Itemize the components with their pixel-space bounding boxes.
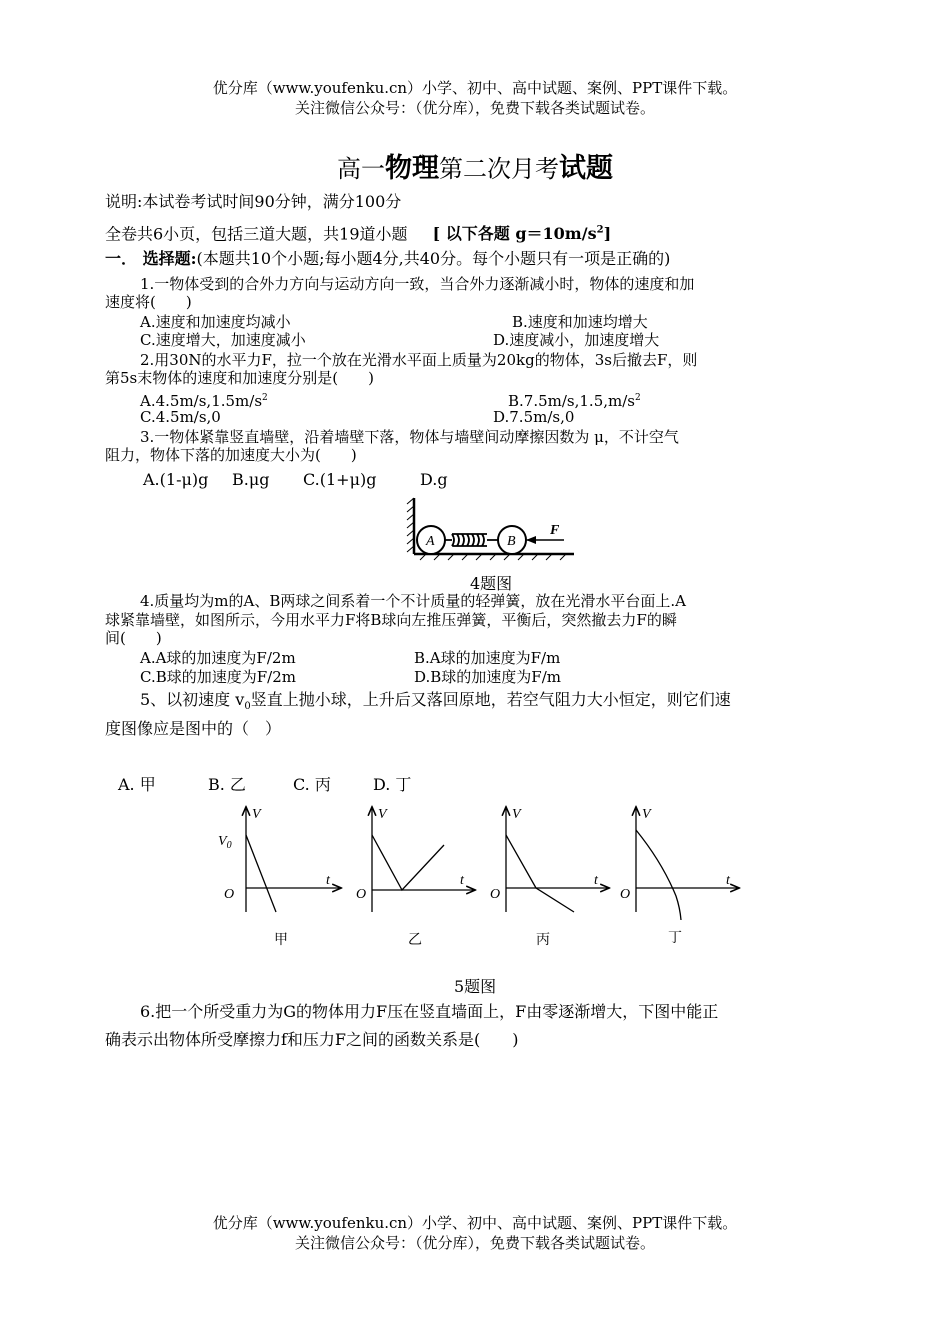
graph-jia (218, 807, 340, 948)
q2-option-b-text: B.7.5m/s,1.5,m/s (508, 392, 635, 410)
q3-line-2: 阻力，物体下落的加速度大小为( ) (105, 446, 357, 464)
section-1-desc: (本题共10个小题;每小题4分,共40分。每个小题只有一项是正确的) (196, 249, 671, 268)
header-line-2: 关注微信公众号：（优分库），免费下载各类试题试卷。 (294, 99, 655, 117)
q1-line-1: 1.一物体受到的合外力方向与运动方向一致，当合外力逐渐减小时，物体的速度和加 (140, 275, 695, 293)
q5-line-1-sub: 0 (244, 701, 251, 713)
graph-yi-t-label: t (460, 873, 464, 888)
gravity-note-text: [ 以下各题 g＝10m/s (432, 224, 597, 244)
q4-option-a: A.A球的加速度为F/2m (140, 649, 296, 667)
graph-bing-curve (506, 835, 574, 912)
q1-option-a: A.速度和加速度均减小 (140, 313, 291, 331)
q5-line-1-post: 竖直上抛小球，上升后又落回原地，若空气阻力大小恒定，则它们速 (250, 690, 731, 709)
graph-yi-origin: O (356, 887, 367, 902)
q5-option-d: D. 丁 (373, 775, 412, 794)
graph-ding-origin: O (620, 887, 631, 902)
force-label: F (550, 523, 560, 538)
q2-option-b-sup: 2 (635, 393, 641, 403)
graph-yi (356, 807, 474, 948)
graph-jia-v0-sub: 0 (226, 840, 232, 851)
q2-line-2: 第5s末物体的速度和加速度分别是( ) (105, 369, 374, 387)
q3-option-b: B.μg (232, 470, 270, 489)
graph-bing-origin: O (490, 887, 501, 902)
header-line-1: 优分库（www.youfenku.cn）小学、初中、高中试题、案例、PPT课件下载。 (212, 79, 738, 97)
q4-option-d: D.B球的加速度为F/m (414, 668, 561, 686)
title-part-4: 试题 (559, 153, 613, 184)
q2-option-a-sup: 2 (262, 393, 268, 403)
q5-line-1 (140, 690, 731, 717)
q1-line-2: 速度将( ) (105, 293, 192, 311)
graph-ding-t-label: t (726, 873, 730, 888)
graph-jia-v0-main: V (218, 834, 227, 849)
q2-line-1: 2.用30N的水平力F，拉一个放在光滑水平面上质量为20kg的物体，3s后撤去F，则 (140, 351, 698, 369)
q3-option-a: A.(1-μ)g (143, 470, 209, 489)
q5-line-2: 度图像应是图中的（ ） (105, 719, 282, 738)
graph-bing-v-label: V (512, 807, 521, 822)
force-arrow-head (526, 536, 536, 544)
q5-option-b: B. 乙 (208, 775, 246, 794)
figure-4-spring-diagram (404, 494, 584, 566)
footer-line-1: 优分库（www.youfenku.cn）小学、初中、高中试题、案例、PPT课件下载。 (212, 1214, 738, 1232)
section-1-heading (105, 249, 670, 269)
page-title (0, 146, 950, 185)
gravity-note-sup: 2 (596, 225, 604, 236)
q2-option-b (508, 389, 641, 410)
gravity-note (433, 224, 612, 243)
q6-line-1: 6.把一个所受重力为G的物体用力F压在竖直墙面上，F由零逐渐增大，下图中能正 (140, 1002, 719, 1021)
footer-line-2: 关注微信公众号：（优分库），免费下载各类试题试卷。 (294, 1234, 655, 1252)
q5-option-c: C. 丙 (293, 775, 331, 794)
graph-bing-t-label: t (594, 873, 598, 888)
spring (445, 534, 498, 546)
graph-jia-curve (246, 835, 276, 912)
ball-b-label: B (507, 534, 516, 549)
q2-option-a (140, 389, 268, 410)
q6-line-2: 确表示出物体所受摩擦力f和压力F之间的函数关系是( ) (105, 1030, 519, 1049)
intro-line-2-text: 全卷共6小页，包括三道大题，共19道小题 (105, 224, 408, 244)
graph-ding-v-label: V (642, 807, 651, 822)
q4-line-3: 间( ) (105, 629, 162, 647)
title-part-3: 第二次月考 (439, 155, 559, 183)
graph-ding-curve (636, 830, 681, 920)
q1-option-c: C.速度增大，加速度减小 (140, 331, 306, 349)
q2-option-c: C.4.5m/s,0 (140, 408, 221, 426)
section-1-label: 一． 选择题: (105, 249, 197, 268)
graph-ding-name: 丁 (668, 930, 682, 946)
q5-option-a: A. 甲 (118, 775, 156, 794)
graph-ding (620, 807, 738, 946)
q5-line-1-pre: 5、以初速度 v (140, 690, 245, 709)
q1-option-d: D.速度减小，加速度增大 (493, 331, 660, 349)
q4-line-1: 4.质量均为m的A、B两球之间系着一个不计质量的轻弹簧，放在光滑水平台面上.A (140, 592, 686, 610)
graph-jia-v-label: V (252, 807, 261, 822)
figure-5-velocity-graphs (210, 800, 750, 950)
figure-4-caption: 4题图 (470, 574, 513, 593)
graph-bing-name: 丙 (536, 932, 550, 948)
q3-option-c: C.(1+μ)g (303, 470, 377, 489)
figure-5-caption: 5题图 (454, 977, 497, 996)
q2-option-a-text: A.4.5m/s,1.5m/s (140, 392, 263, 410)
title-part-2: 物理 (385, 153, 439, 184)
graph-jia-t-label: t (326, 873, 330, 888)
ball-a-label: A (426, 534, 435, 549)
q3-option-d: D.g (420, 470, 448, 489)
intro-line-1: 说明:本试卷考试时间90分钟，满分100分 (105, 192, 402, 211)
intro-line-2 (105, 221, 611, 244)
q1-option-b: B.速度和加速均增大 (512, 313, 648, 331)
graph-yi-curve (372, 835, 444, 890)
graph-yi-v-label: V (378, 807, 387, 822)
q4-line-2: 球紧靠墙壁，如图所示，今用水平力F将B球向左推压弹簧，平衡后，突然撤去力F的瞬 (105, 611, 677, 629)
graph-bing (490, 807, 608, 948)
gravity-note-suffix: ] (603, 224, 612, 244)
graph-yi-name: 乙 (408, 932, 422, 948)
title-part-1: 高一 (337, 155, 385, 183)
graph-jia-v0 (218, 834, 232, 851)
q4-option-c: C.B球的加速度为F/2m (140, 668, 296, 686)
q3-line-1: 3.一物体紧靠竖直墙壁，沿着墙壁下落，物体与墙壁间动摩擦因数为 μ，不计空气 (140, 428, 679, 446)
graph-jia-name: 甲 (274, 932, 288, 948)
graph-jia-origin: O (224, 887, 235, 902)
q2-option-d: D.7.5m/s,0 (493, 408, 575, 426)
q4-option-b: B.A球的加速度为F/m (414, 649, 561, 667)
